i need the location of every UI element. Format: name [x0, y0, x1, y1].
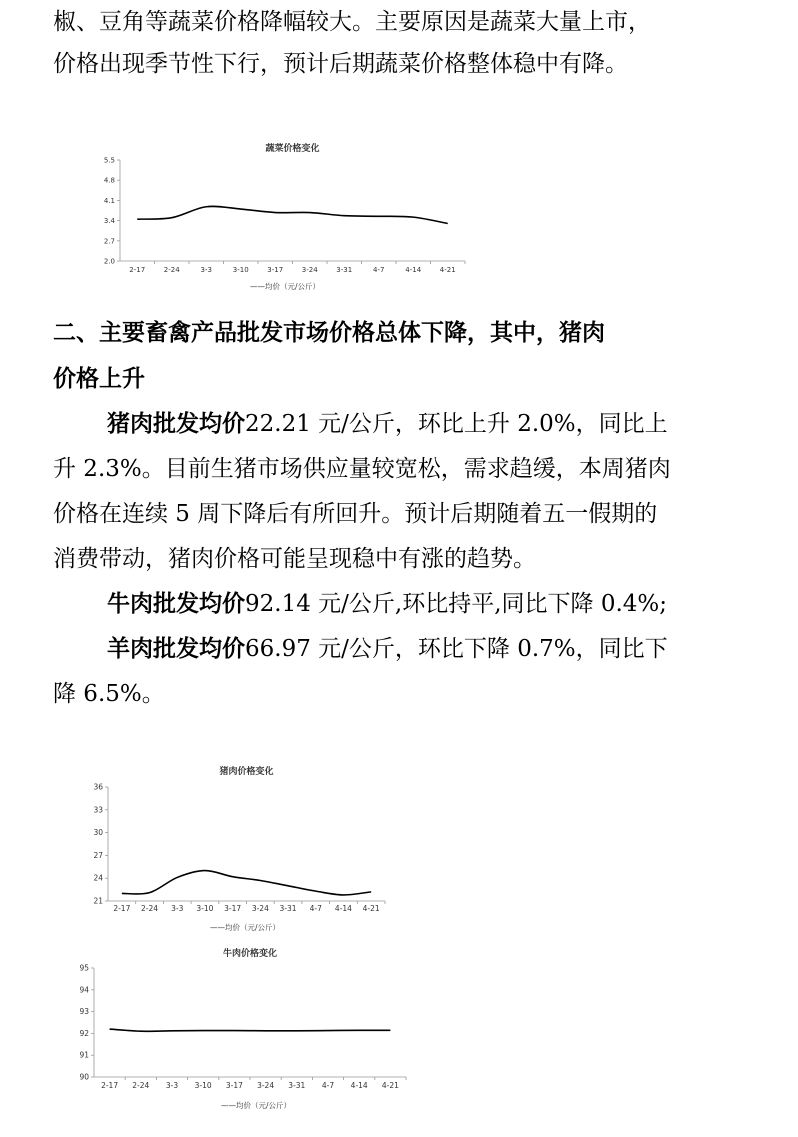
pork-price-chart — [80, 760, 390, 940]
y-tick-label: 94 — [79, 985, 89, 995]
chart-title: 牛肉价格变化 — [222, 949, 278, 959]
x-tick-label: 3-17 — [267, 266, 284, 274]
x-tick-label: 3-3 — [165, 1081, 179, 1090]
intro-line-1: 椒、豆角等蔬菜价格降幅较大。主要原因是蔬菜大量上市， — [53, 9, 651, 35]
beef-price-chart — [70, 945, 410, 1120]
mutton-paragraph-line-1 — [53, 627, 753, 671]
y-tick-label: 21 — [93, 896, 103, 906]
y-tick-label: 3.4 — [103, 217, 115, 226]
y-tick-label: 95 — [79, 963, 89, 973]
x-tick-label: 3-24 — [301, 266, 318, 274]
x-tick-label: 4-7 — [373, 266, 385, 274]
series-line — [137, 206, 448, 223]
x-tick-label: 3-31 — [288, 1081, 306, 1090]
y-tick-label: 27 — [93, 850, 103, 860]
y-tick-label: 36 — [93, 782, 103, 792]
chart-title: 蔬菜价格变化 — [265, 144, 320, 154]
y-tick-label: 24 — [93, 873, 103, 883]
intro-line-2: 价格出现季节性下行，预计后期蔬菜价格整体稳中有降。 — [53, 51, 628, 77]
chart-title: 猪肉价格变化 — [219, 767, 274, 777]
pork-paragraph-line-2: 升 2.3%。目前生猪市场供应量较宽松，需求趋缓，本周猪肉 — [53, 456, 671, 482]
x-tick-label: 3-17 — [224, 904, 242, 913]
x-tick-label: 2-17 — [129, 266, 146, 274]
y-tick-label: 91 — [79, 1050, 89, 1060]
pork-paragraph-line-3: 价格在连续 5 周下降后有所回升。预计后期随着五一假期的 — [53, 501, 658, 527]
pork-label: 猪肉批发均价 — [107, 411, 245, 437]
y-tick-label: 30 — [93, 828, 103, 838]
section-heading-line-1: 二、主要畜禽产品批发市场价格总体下降，其中，猪肉 — [53, 320, 605, 346]
series-line — [110, 1029, 391, 1031]
y-tick-label: 90 — [79, 1072, 89, 1082]
x-tick-label: 2-24 — [141, 904, 159, 913]
mutton-paragraph-line-2: 降 6.5%。 — [53, 681, 165, 707]
x-tick-label: 2-17 — [101, 1081, 119, 1090]
x-tick-label: 3-31 — [279, 904, 297, 913]
y-tick-label: 2.0 — [103, 257, 115, 266]
y-tick-label: 5.5 — [103, 156, 115, 165]
x-tick-label: 3-24 — [257, 1081, 275, 1090]
beef-text: 92.14 元/公斤,环比持平,同比下降 0.4%; — [245, 591, 668, 617]
y-tick-label: 93 — [79, 1007, 89, 1017]
x-tick-label: 2-24 — [163, 266, 180, 274]
x-tick-label: 4-14 — [350, 1081, 368, 1090]
mutton-text-1: 66.97 元/公斤，环比下降 0.7%，同比下 — [245, 636, 668, 662]
x-tick-label: 4-7 — [309, 904, 322, 913]
y-tick-label: 4.8 — [103, 176, 115, 185]
x-tick-label: 4-21 — [362, 904, 380, 913]
pork-paragraph-line-4: 消费带动，猪肉价格可能呈现稳中有涨的趋势。 — [53, 546, 536, 572]
y-tick-label: 92 — [79, 1028, 89, 1038]
beef-paragraph — [53, 582, 753, 626]
y-tick-label: 33 — [93, 805, 103, 815]
vegetable-price-chart — [90, 140, 470, 300]
x-tick-label: 3-10 — [194, 1081, 212, 1090]
x-tick-label: 4-7 — [321, 1081, 335, 1090]
y-tick-label: 2.7 — [103, 237, 115, 246]
section-heading-line-2: 价格上升 — [53, 366, 145, 392]
x-tick-label: 4-21 — [439, 266, 456, 274]
x-tick-label: 3-10 — [232, 266, 249, 274]
pork-paragraph-line-1 — [53, 402, 753, 446]
chart-legend: ——均价（元/公斤） — [249, 282, 321, 291]
pork-text-1: 22.21 元/公斤，环比上升 2.0%，同比上 — [245, 411, 668, 437]
x-tick-label: 4-14 — [405, 266, 422, 274]
x-tick-label: 2-17 — [113, 904, 131, 913]
chart-legend: ——均价（元/公斤） — [209, 923, 281, 932]
series-line — [122, 871, 371, 895]
x-tick-label: 4-21 — [381, 1081, 399, 1090]
x-tick-label: 3-3 — [200, 266, 212, 274]
y-tick-label: 4.1 — [103, 196, 115, 205]
x-tick-label: 3-31 — [336, 266, 353, 274]
x-tick-label: 3-17 — [225, 1081, 243, 1090]
x-tick-label: 3-10 — [196, 904, 214, 913]
chart-legend: ——均价（元/公斤） — [220, 1101, 292, 1110]
x-tick-label: 4-14 — [334, 904, 352, 913]
x-tick-label: 3-24 — [251, 904, 269, 913]
x-tick-label: 3-3 — [171, 904, 184, 913]
mutton-label: 羊肉批发均价 — [107, 636, 245, 662]
beef-label: 牛肉批发均价 — [107, 591, 245, 617]
x-tick-label: 2-24 — [132, 1081, 150, 1090]
